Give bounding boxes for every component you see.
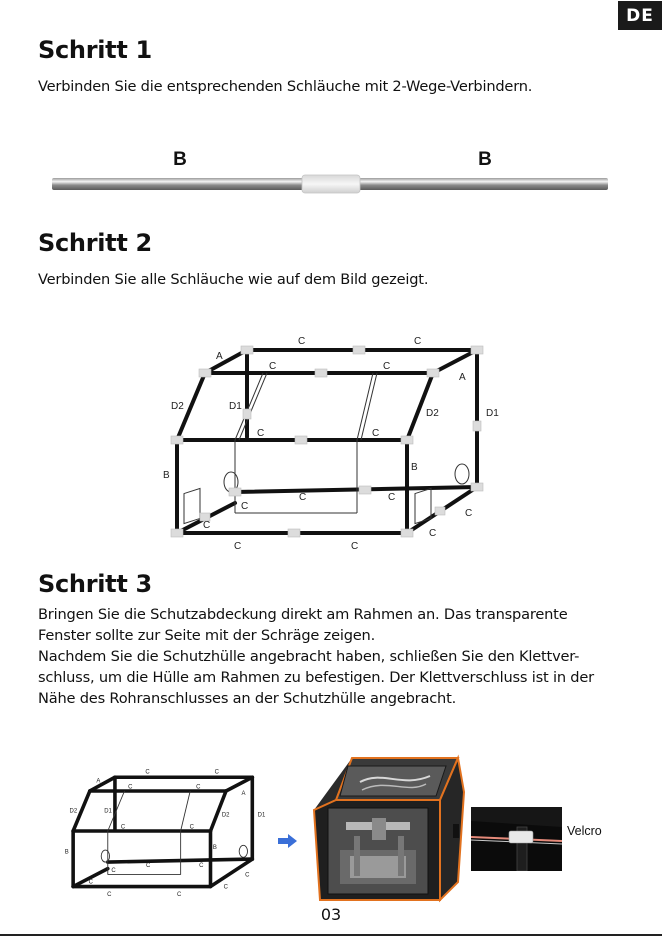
svg-text:C: C [145,769,150,776]
step3-heading: Schritt 3 [38,570,152,598]
label-c: C [241,501,249,512]
svg-text:C: C [177,892,182,899]
step3-text-line: schluss, um die Hülle am Rahmen zu befestigen. Der Klettverschluss ist in der [38,669,594,686]
two-way-connector [302,175,360,193]
svg-text:C: C [128,784,133,791]
label-a: A [459,372,466,383]
tube-connector-figure [52,145,612,195]
svg-text:C: C [214,769,219,776]
svg-text:B: B [212,844,217,851]
velcro-photo [471,807,562,871]
frame-diagram-small [60,762,275,900]
step3-text-line: Nachdem Sie die Schutzhülle angebracht haben, schließen Sie den Klettver- [38,648,580,665]
svg-text:C: C [107,892,112,899]
step2-heading: Schritt 2 [38,229,152,257]
label-a: A [216,351,223,362]
label-c: C [234,541,242,552]
svg-text:B: B [64,849,69,856]
step1-heading: Schritt 1 [38,36,152,64]
velcro-label: Velcro [567,824,602,838]
svg-text:A: A [241,791,246,798]
label-c: C [298,336,306,347]
label-c: C [351,541,359,552]
svg-text:D1: D1 [104,808,112,815]
step1-text: Verbinden Sie die entsprechenden Schläuche mit 2-Wege-Verbindern. [38,78,533,95]
label-c: C [383,361,391,372]
svg-text:C: C [196,784,201,791]
label-c: C [203,520,211,531]
svg-text:A: A [96,778,101,785]
svg-text:C: C [146,862,151,869]
step3-text [38,604,638,709]
svg-text:D2: D2 [221,812,230,819]
label-c: C [414,336,422,347]
label-c: C [465,508,473,519]
frame-tubes [177,350,477,533]
label-d1: D1 [486,408,499,419]
svg-text:D2: D2 [69,808,78,815]
label-c: C [299,492,307,503]
tube-right [358,178,608,190]
svg-text:C: C [120,824,126,831]
language-badge: DE [618,1,662,30]
tube-label-right: B [478,149,492,170]
label-c: C [257,428,265,439]
label-c: C [372,428,380,439]
label-d1: D1 [229,401,242,412]
tube-label-left: B [173,149,187,170]
label-c: C [269,361,277,372]
svg-text:D1: D1 [257,812,266,819]
enclosure-illustration [312,752,467,904]
svg-text:C: C [111,868,116,875]
svg-text:C: C [88,879,93,886]
tube-left [52,178,304,190]
svg-text:C: C [189,824,194,831]
step3-text-line: Fenster sollte zur Seite mit der Schräge zeigen. [38,627,376,644]
label-d2: D2 [426,408,439,419]
page-number: 03 [320,905,342,924]
svg-text:C: C [199,862,204,869]
label-d2: D2 [171,401,184,412]
frame-assembly-diagram [155,325,515,555]
step3-text-line: Nähe des Rohranschlusses an der Schutzhülle angebracht. [38,690,457,707]
svg-text:C: C [245,872,250,879]
step2-text: Verbinden Sie alle Schläuche wie auf dem Bild gezeigt. [38,271,429,288]
label-b: B [411,462,418,473]
step3-text-line: Bringen Sie die Schutzabdeckung direkt am Rahmen an. Das transparente [38,606,568,623]
label-c: C [388,492,396,503]
svg-text:C: C [223,884,228,891]
label-c: C [429,528,437,539]
arrow-right-icon [278,834,298,848]
label-b: B [163,470,170,481]
